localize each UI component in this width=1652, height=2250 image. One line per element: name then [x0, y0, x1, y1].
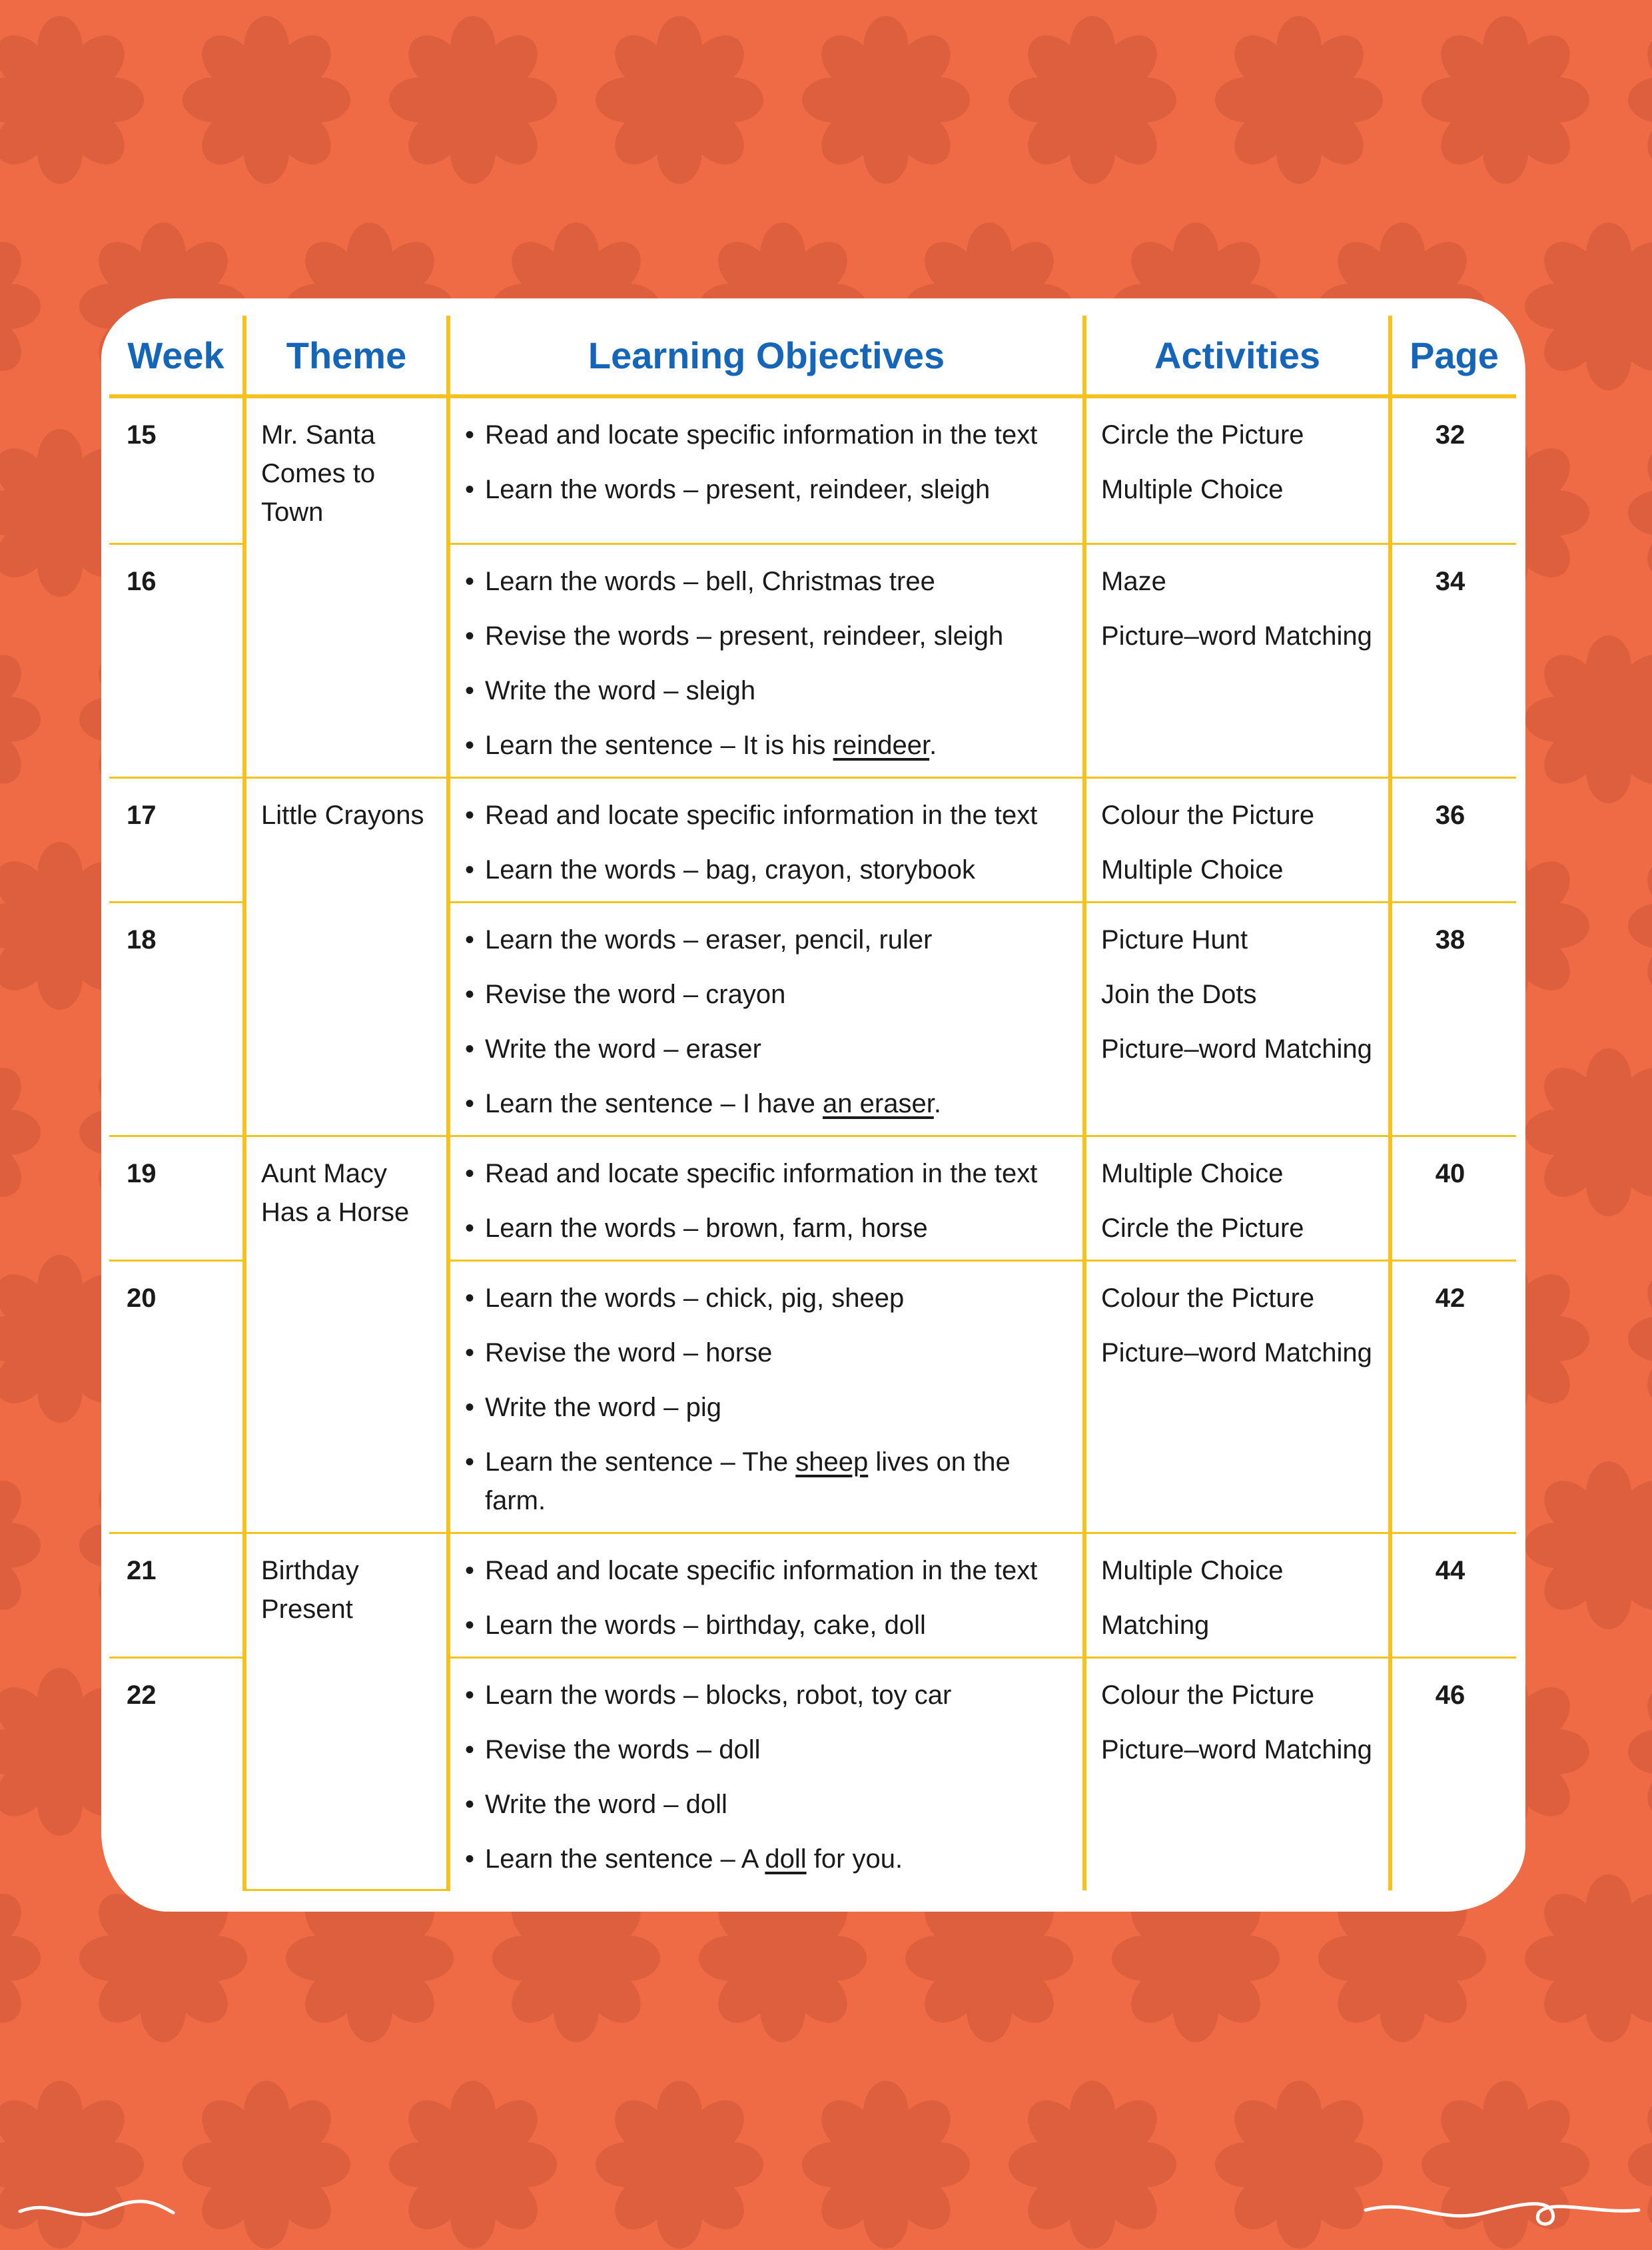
bullet-icon: •	[465, 979, 475, 1009]
flower-icon	[1525, 635, 1652, 803]
objective-text	[485, 1730, 761, 1769]
flower-icon	[0, 16, 144, 184]
activity-item: Multiple Choice	[1101, 475, 1284, 504]
header-learning-objectives: Learning Objectives	[448, 316, 1084, 396]
objective-text	[485, 1443, 1069, 1520]
activity-item: Multiple Choice	[1101, 1555, 1284, 1585]
theme-cell	[244, 544, 448, 777]
objective-text	[485, 1333, 772, 1372]
contents-table	[109, 316, 1516, 1891]
objectives-cell	[448, 544, 1084, 777]
bullet-icon: •	[465, 925, 475, 954]
target-word: an eraser	[823, 1088, 934, 1118]
flower-icon	[1628, 1255, 1652, 1423]
header-page: Page	[1390, 316, 1516, 396]
objective-text	[485, 796, 1037, 835]
flower-icon	[1009, 2081, 1176, 2249]
week-number: 17	[127, 800, 157, 830]
page-number: 36	[1435, 800, 1465, 830]
objective-item	[465, 1084, 1069, 1123]
activity-item: Picture Hunt	[1101, 925, 1248, 954]
objective-text	[485, 1676, 951, 1714]
objective-main-text: Read and locate specific information in the text	[485, 1158, 1038, 1188]
page-number: 38	[1435, 925, 1465, 954]
objective-main-text: Learn the sentence – A	[485, 1844, 765, 1874]
objective-text	[485, 1154, 1037, 1193]
flower-icon	[0, 222, 41, 390]
objective-text	[485, 1388, 721, 1427]
flower-icon	[1422, 16, 1589, 184]
objective-item	[465, 617, 1069, 655]
table-row	[109, 396, 1516, 544]
objective-trailing-text: lives on the farm.	[485, 1447, 1011, 1515]
objectives-cell	[448, 777, 1084, 902]
table-row	[109, 777, 1516, 902]
table-row	[109, 544, 1516, 777]
week-cell	[109, 1260, 244, 1533]
flower-icon	[389, 16, 557, 184]
flower-icon	[0, 2081, 144, 2249]
activity-item: Picture–word Matching	[1101, 621, 1372, 651]
header-row	[109, 316, 1516, 396]
objective-main-text: Learn the words – bag, crayon, storybook	[485, 855, 975, 885]
objective-item	[465, 1785, 1069, 1824]
objectives-cell	[448, 1260, 1084, 1533]
flower-icon	[1525, 1874, 1652, 2042]
objective-main-text: Read and locate specific information in the text	[485, 1555, 1038, 1585]
bullet-icon: •	[465, 475, 475, 504]
objective-main-text: Read and locate specific information in the text	[485, 420, 1038, 450]
contents-table-wrapper	[109, 316, 1516, 1874]
objective-text	[485, 1279, 904, 1317]
objective-text	[485, 416, 1037, 454]
activity-item: Colour the Picture	[1101, 800, 1315, 830]
objective-item	[465, 1443, 1069, 1520]
objective-text	[485, 1551, 1037, 1590]
objective-text	[485, 562, 935, 601]
week-number: 15	[127, 420, 157, 450]
flower-icon	[0, 1461, 41, 1629]
page-cell	[1390, 902, 1516, 1136]
page-number: 44	[1435, 1555, 1465, 1585]
objective-item	[465, 671, 1069, 710]
bullet-icon: •	[465, 621, 475, 651]
activity-item: Circle the Picture	[1101, 420, 1304, 450]
theme-cell	[244, 1136, 448, 1260]
activities-cell	[1084, 902, 1390, 1136]
header-week: Week	[109, 316, 244, 396]
objective-item	[465, 470, 1069, 509]
objective-item	[465, 1030, 1069, 1068]
flower-icon	[1628, 2081, 1652, 2249]
flower-icon	[1628, 842, 1652, 1010]
header-activities: Activities	[1084, 316, 1390, 396]
activity-item: Multiple Choice	[1101, 1158, 1284, 1188]
bullet-icon: •	[465, 730, 475, 760]
bullet-icon: •	[465, 1088, 475, 1118]
week-number: 22	[127, 1680, 157, 1710]
objective-item	[465, 796, 1069, 835]
page-cell	[1390, 1260, 1516, 1533]
week-cell	[109, 544, 244, 777]
bullet-icon: •	[465, 1337, 475, 1367]
week-cell	[109, 902, 244, 1136]
theme-title: Aunt Macy Has a Horse	[261, 1158, 410, 1227]
objective-main-text: Learn the words – chick, pig, sheep	[485, 1283, 905, 1313]
objectives-cell	[448, 902, 1084, 1136]
page-cell	[1390, 1533, 1516, 1657]
objective-item	[465, 1676, 1069, 1714]
activity-item: Picture–word Matching	[1101, 1337, 1372, 1367]
activity-item: Colour the Picture	[1101, 1680, 1315, 1710]
objective-text	[485, 1840, 903, 1878]
activity-item: Multiple Choice	[1101, 855, 1284, 885]
page-cell	[1390, 1136, 1516, 1260]
bullet-icon: •	[465, 1447, 475, 1477]
objective-main-text: Revise the words – present, reindeer, sleigh	[485, 621, 1004, 651]
bullet-icon: •	[465, 566, 475, 596]
table-row	[109, 1136, 1516, 1260]
flower-icon	[1215, 16, 1383, 184]
target-word: sheep	[795, 1447, 869, 1477]
objectives-cell	[448, 1657, 1084, 1890]
page-cell	[1390, 544, 1516, 777]
bullet-icon: •	[465, 1610, 475, 1640]
bullet-icon: •	[465, 675, 475, 705]
objective-item	[465, 416, 1069, 454]
activities-cell	[1084, 777, 1390, 902]
objective-main-text: Write the word – doll	[485, 1789, 727, 1819]
objective-main-text: Write the word – eraser	[485, 1034, 761, 1064]
week-number: 16	[127, 566, 157, 596]
objective-item	[465, 1606, 1069, 1645]
flower-icon	[1628, 429, 1652, 597]
objective-main-text: Read and locate specific information in the text	[485, 800, 1038, 830]
objective-text	[485, 1785, 727, 1824]
page-cell	[1390, 777, 1516, 902]
theme-cell	[244, 1260, 448, 1533]
bullet-icon: •	[465, 1392, 475, 1422]
flower-icon	[1628, 16, 1652, 184]
flower-icon	[1009, 16, 1176, 184]
flower-icon	[596, 2081, 763, 2249]
theme-cell	[244, 777, 448, 902]
flower-icon	[802, 2081, 970, 2249]
week-cell	[109, 1657, 244, 1890]
flower-icon	[183, 2081, 350, 2249]
flower-icon	[0, 1874, 41, 2042]
theme-cell	[244, 902, 448, 1136]
objective-text	[485, 851, 975, 889]
objective-item	[465, 1840, 1069, 1878]
bullet-icon: •	[465, 1734, 475, 1764]
activities-cell	[1084, 1260, 1390, 1533]
page-number: 46	[1435, 1680, 1465, 1710]
bullet-icon: •	[465, 1158, 475, 1188]
target-word: reindeer	[833, 730, 930, 760]
objective-main-text: Learn the words – birthday, cake, doll	[485, 1610, 926, 1640]
table-body	[109, 396, 1516, 1890]
week-number: 20	[127, 1283, 157, 1313]
activity-item: Maze	[1101, 566, 1166, 596]
objective-main-text: Learn the sentence – The	[485, 1447, 796, 1477]
objective-main-text: Learn the words – bell, Christmas tree	[485, 566, 935, 596]
flower-icon	[1422, 2081, 1589, 2249]
table-row	[109, 1533, 1516, 1657]
theme-title: Birthday Present	[261, 1555, 359, 1624]
flower-icon	[596, 16, 763, 184]
flower-icon	[1525, 1461, 1652, 1629]
objective-main-text: Write the word – pig	[485, 1392, 721, 1422]
bullet-icon: •	[465, 420, 475, 450]
flower-icon	[183, 16, 350, 184]
bullet-icon: •	[465, 800, 475, 830]
objective-text	[485, 671, 755, 710]
objective-text	[485, 1209, 928, 1248]
objectives-cell	[448, 1136, 1084, 1260]
activity-item: Picture–word Matching	[1101, 1034, 1372, 1064]
objectives-cell	[448, 396, 1084, 544]
page-number: 34	[1435, 566, 1465, 596]
activity-item: Matching	[1101, 1610, 1210, 1640]
flower-icon	[1525, 1048, 1652, 1216]
flower-icon	[389, 2081, 557, 2249]
objective-item	[465, 1730, 1069, 1769]
week-cell	[109, 777, 244, 902]
objective-item	[465, 921, 1069, 959]
theme-cell	[244, 1533, 448, 1657]
week-number: 18	[127, 925, 157, 954]
activities-cell	[1084, 544, 1390, 777]
page-number: 40	[1435, 1158, 1465, 1188]
flower-icon	[1628, 1668, 1652, 1836]
objective-main-text: Learn the sentence – I have	[485, 1088, 823, 1118]
objective-main-text: Revise the words – doll	[485, 1734, 761, 1764]
header-theme: Theme	[244, 316, 448, 396]
flower-icon	[0, 635, 41, 803]
bullet-icon: •	[465, 855, 475, 885]
theme-title: Little Crayons	[261, 800, 424, 830]
objective-item	[465, 1209, 1069, 1248]
flower-icon	[802, 16, 970, 184]
objective-trailing-text: .	[929, 730, 937, 760]
bullet-icon: •	[465, 1283, 475, 1313]
bullet-icon: •	[465, 1789, 475, 1819]
objective-text	[485, 726, 937, 765]
objective-text	[485, 617, 1003, 655]
objective-main-text: Revise the word – horse	[485, 1337, 773, 1367]
objective-item	[465, 1333, 1069, 1372]
activity-item: Picture–word Matching	[1101, 1734, 1372, 1764]
week-number: 21	[127, 1555, 157, 1585]
bullet-icon: •	[465, 1213, 475, 1243]
objective-item	[465, 975, 1069, 1014]
flower-icon	[1525, 222, 1652, 390]
page-cell	[1390, 1657, 1516, 1890]
theme-cell	[244, 396, 448, 544]
objective-main-text: Learn the words – brown, farm, horse	[485, 1213, 928, 1243]
objective-item	[465, 1551, 1069, 1590]
objective-text	[485, 975, 785, 1014]
objective-main-text: Learn the words – blocks, robot, toy car	[485, 1680, 952, 1710]
page-cell	[1390, 396, 1516, 544]
activities-cell	[1084, 1533, 1390, 1657]
objective-trailing-text: .	[933, 1088, 941, 1118]
objective-text	[485, 1606, 926, 1645]
objective-text	[485, 1084, 941, 1123]
activity-item: Join the Dots	[1101, 979, 1257, 1009]
week-cell	[109, 1533, 244, 1657]
objective-item	[465, 726, 1069, 765]
target-word: doll	[765, 1844, 807, 1874]
objective-item	[465, 562, 1069, 601]
page-number: 32	[1435, 420, 1465, 450]
theme-cell	[244, 1657, 448, 1890]
objective-item	[465, 1279, 1069, 1317]
bullet-icon: •	[465, 1555, 475, 1585]
bullet-icon: •	[465, 1680, 475, 1710]
bullet-icon: •	[465, 1844, 475, 1874]
activities-cell	[1084, 396, 1390, 544]
bullet-icon: •	[465, 1034, 475, 1064]
table-row	[109, 1260, 1516, 1533]
objective-text	[485, 921, 932, 959]
week-number: 19	[127, 1158, 157, 1188]
objective-trailing-text: for you.	[806, 1844, 903, 1874]
flower-icon	[1215, 2081, 1383, 2249]
objective-item	[465, 1388, 1069, 1427]
activities-cell	[1084, 1136, 1390, 1260]
objective-item	[465, 851, 1069, 889]
table-row	[109, 1657, 1516, 1890]
objective-text	[485, 1030, 761, 1068]
theme-title: Mr. Santa Comes to Town	[261, 420, 376, 527]
activity-item: Colour the Picture	[1101, 1283, 1315, 1313]
week-cell	[109, 1136, 244, 1260]
objective-main-text: Write the word – sleigh	[485, 675, 756, 705]
objective-text	[485, 470, 990, 509]
objective-main-text: Revise the word – crayon	[485, 979, 786, 1009]
flower-icon	[0, 1048, 41, 1216]
page-number: 42	[1435, 1283, 1465, 1313]
objective-main-text: Learn the words – present, reindeer, sleigh	[485, 475, 991, 504]
objective-main-text: Learn the sentence – It is his	[485, 730, 833, 760]
activity-item: Circle the Picture	[1101, 1213, 1304, 1243]
objective-item	[465, 1154, 1069, 1193]
objective-main-text: Learn the words – eraser, pencil, ruler	[485, 925, 933, 954]
objectives-cell	[448, 1533, 1084, 1657]
week-cell	[109, 396, 244, 544]
table-row	[109, 902, 1516, 1136]
activities-cell	[1084, 1657, 1390, 1890]
